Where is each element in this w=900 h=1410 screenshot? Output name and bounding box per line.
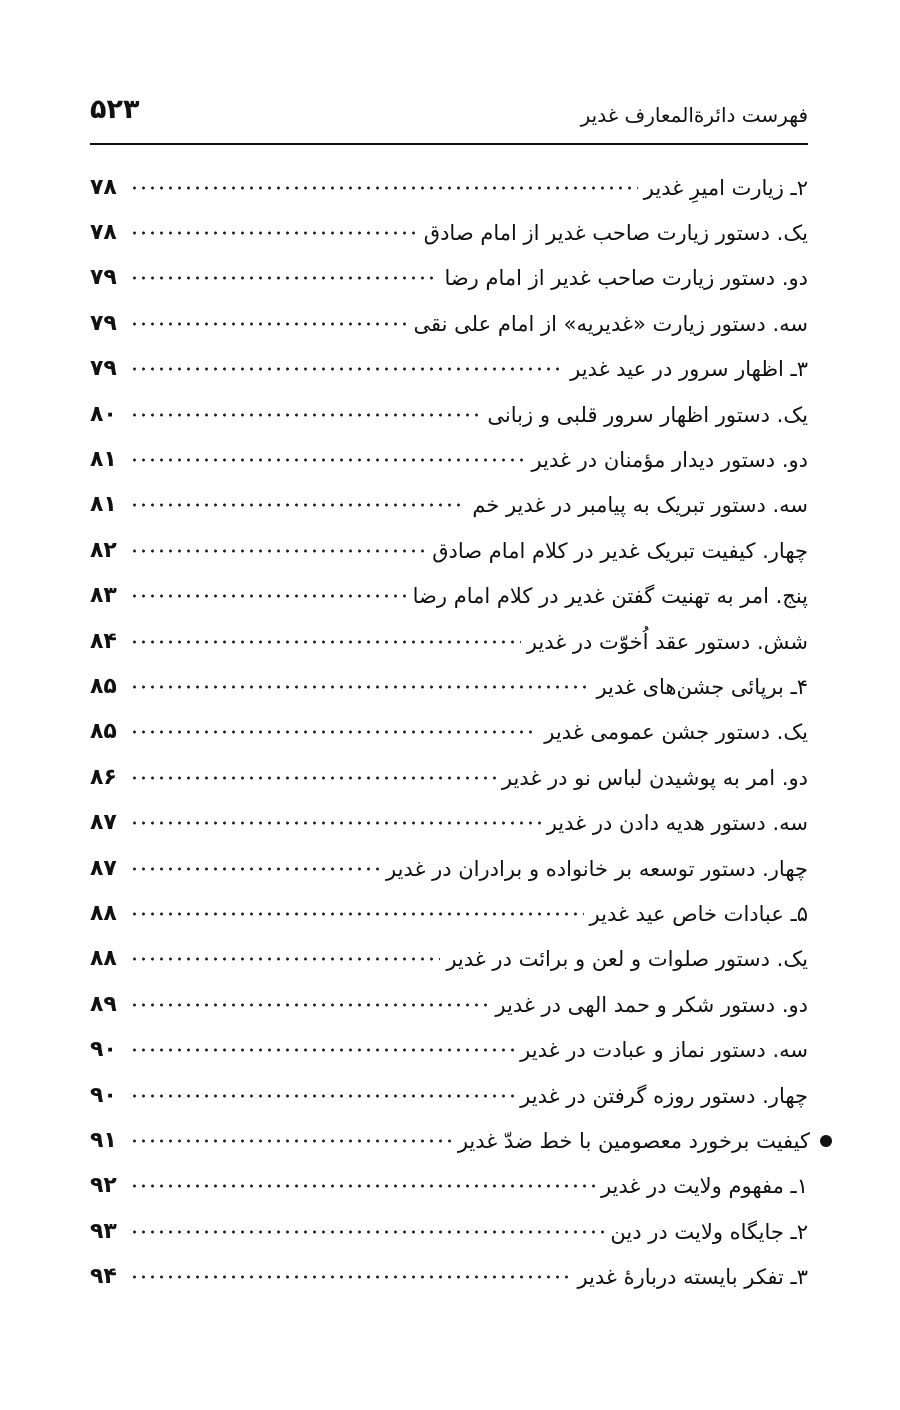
toc-entry-title: سه. دستور نماز و عبادت در غدیر — [520, 1038, 808, 1063]
toc-entry — [90, 210, 808, 255]
toc-entry-page: ۸۵ — [90, 673, 117, 699]
bullet-icon — [820, 1135, 832, 1147]
toc-entry-page: ۸۲ — [90, 537, 117, 563]
toc-entry-page: ۹۰ — [90, 1082, 117, 1108]
toc-entry-title: پنج. امر به تهنیت گفتن غدیر در کلام امام رضا — [412, 584, 808, 609]
toc-entry — [90, 755, 808, 800]
toc-entry-page: ۹۲ — [90, 1173, 117, 1199]
toc-entry-page: ۷۸ — [90, 174, 117, 200]
toc-entry-page: ۹۰ — [90, 1037, 117, 1063]
dot-leader — [130, 1090, 514, 1102]
toc-entry — [90, 619, 808, 664]
table-of-contents — [90, 165, 808, 1300]
toc-entry-page: ۹۳ — [90, 1218, 117, 1244]
dot-leader — [130, 1135, 452, 1147]
toc-entry — [90, 891, 808, 936]
dot-leader — [130, 590, 407, 602]
toc-entry-page: ۸۷ — [90, 855, 117, 881]
toc-entry-page: ۸۷ — [90, 810, 117, 836]
toc-entry-page: ۸۱ — [90, 447, 117, 473]
toc-entry-title: ۲ـ زیارت امیرِ غدیر — [643, 175, 808, 200]
toc-entry-page: ۹۴ — [90, 1264, 117, 1290]
dot-leader — [130, 772, 496, 784]
toc-entry-page: ۸۳ — [90, 583, 117, 609]
toc-entry-title: چهار. کیفیت تبریک غدیر در کلام امام صادق — [432, 538, 808, 563]
toc-entry-page: ۸۹ — [90, 991, 117, 1017]
toc-entry-page: ۷۹ — [90, 265, 117, 291]
toc-entry-page: ۷۹ — [90, 356, 117, 382]
toc-entry — [90, 165, 808, 210]
dot-leader — [130, 454, 526, 466]
toc-entry-title: یک. دستور جشن عمومی غدیر — [544, 720, 808, 745]
running-title: فهرست دائرةالمعارف غدیر — [580, 103, 808, 127]
toc-entry-page: ۸۱ — [90, 492, 117, 518]
toc-entry-title: دو. دستور شکر و حمد الهی در غدیر — [495, 992, 808, 1017]
toc-entry-title: شش. دستور عقد اُخوّت در غدیر — [526, 629, 808, 654]
toc-entry — [90, 1073, 808, 1118]
toc-entry — [90, 256, 808, 301]
toc-entry-title: ۴ـ برپائی جشن‌های غدیر — [596, 674, 808, 699]
toc-entry-page: ۷۹ — [90, 310, 117, 336]
dot-leader — [130, 363, 564, 375]
dot-leader — [130, 863, 380, 875]
toc-entry — [90, 392, 808, 437]
toc-entry-title: سه. دستور زیارت «غدیریه» از امام علی نقی — [413, 311, 808, 336]
toc-chapter-entry — [90, 1118, 808, 1163]
dot-leader — [130, 318, 408, 330]
toc-entry — [90, 301, 808, 346]
toc-entry — [90, 574, 808, 619]
toc-entry — [90, 664, 808, 709]
dot-leader — [130, 1180, 595, 1192]
toc-entry-title: سه. دستور هدیه دادن در غدیر — [546, 811, 808, 836]
toc-entry — [90, 528, 808, 573]
dot-leader — [130, 908, 584, 920]
toc-entry — [90, 1164, 808, 1209]
toc-entry — [90, 937, 808, 982]
toc-entry-title: ۱ـ مفهوم ولایت در غدیر — [600, 1174, 808, 1199]
toc-entry — [90, 800, 808, 845]
toc-entry-page: ۸۵ — [90, 719, 117, 745]
dot-leader — [130, 409, 481, 421]
dot-leader — [130, 953, 440, 965]
toc-entry-title: یک. دستور اظهار سرور قلبی و زبانی — [487, 402, 808, 427]
toc-entry — [90, 710, 808, 755]
toc-entry-title: ۳ـ تفکر بایسته دربارهٔ غدیر — [577, 1265, 808, 1290]
toc-entry-title: ۳ـ اظهار سرور در عید غدیر — [570, 357, 808, 382]
toc-entry-title: کیفیت برخورد معصومین با خط ضدّ غدیر — [457, 1128, 810, 1153]
page-header — [90, 92, 808, 132]
dot-leader — [130, 636, 521, 648]
dot-leader — [130, 272, 438, 284]
dot-leader — [130, 545, 426, 557]
toc-entry-title: دو. دستور دیدار مؤمنان در غدیر — [531, 448, 808, 473]
toc-entry — [90, 1209, 808, 1254]
dot-leader — [130, 726, 538, 738]
page-number: ۵۲۳ — [90, 94, 140, 125]
toc-entry — [90, 846, 808, 891]
dot-leader — [130, 227, 418, 239]
toc-entry-page: ۸۸ — [90, 900, 117, 926]
toc-entry-title: یک. دستور صلوات و لعن و برائت در غدیر — [446, 947, 808, 972]
toc-entry — [90, 437, 808, 482]
dot-leader — [130, 817, 541, 829]
toc-entry-title: ۲ـ جایگاه ولایت در دین — [610, 1219, 808, 1244]
toc-entry-page: ۸۰ — [90, 401, 117, 427]
dot-leader — [130, 681, 590, 693]
toc-entry-title: سه. دستور تبریک به پیامبر در غدیر خم — [472, 493, 808, 518]
header-rule — [90, 143, 808, 145]
toc-entry-title: ۵ـ عبادات خاص عید غدیر — [589, 901, 808, 926]
toc-entry — [90, 1027, 808, 1072]
dot-leader — [130, 1271, 571, 1283]
toc-entry-title: دو. امر به پوشیدن لباس نو در غدیر — [501, 765, 808, 790]
toc-entry — [90, 483, 808, 528]
toc-entry — [90, 982, 808, 1027]
toc-entry-title: یک. دستور زیارت صاحب غدیر از امام صادق — [423, 221, 808, 246]
dot-leader — [130, 182, 638, 194]
toc-entry-page: ۹۱ — [90, 1127, 117, 1153]
toc-entry-title: چهار. دستور روزه گرفتن در غدیر — [520, 1083, 808, 1108]
toc-entry-title: دو. دستور زیارت صاحب غدیر از امام رضا — [444, 266, 808, 291]
dot-leader — [130, 1044, 514, 1056]
toc-entry — [90, 1254, 808, 1299]
dot-leader — [130, 499, 466, 511]
dot-leader — [130, 999, 489, 1011]
toc-entry-page: ۸۸ — [90, 946, 117, 972]
toc-entry-page: ۸۶ — [90, 764, 117, 790]
toc-entry-page: ۷۸ — [90, 220, 117, 246]
toc-entry-page: ۸۴ — [90, 628, 117, 654]
toc-entry-title: چهار. دستور توسعه بر خانواده و برادران در غدیر — [385, 856, 808, 881]
toc-entry — [90, 347, 808, 392]
dot-leader — [130, 1226, 604, 1238]
